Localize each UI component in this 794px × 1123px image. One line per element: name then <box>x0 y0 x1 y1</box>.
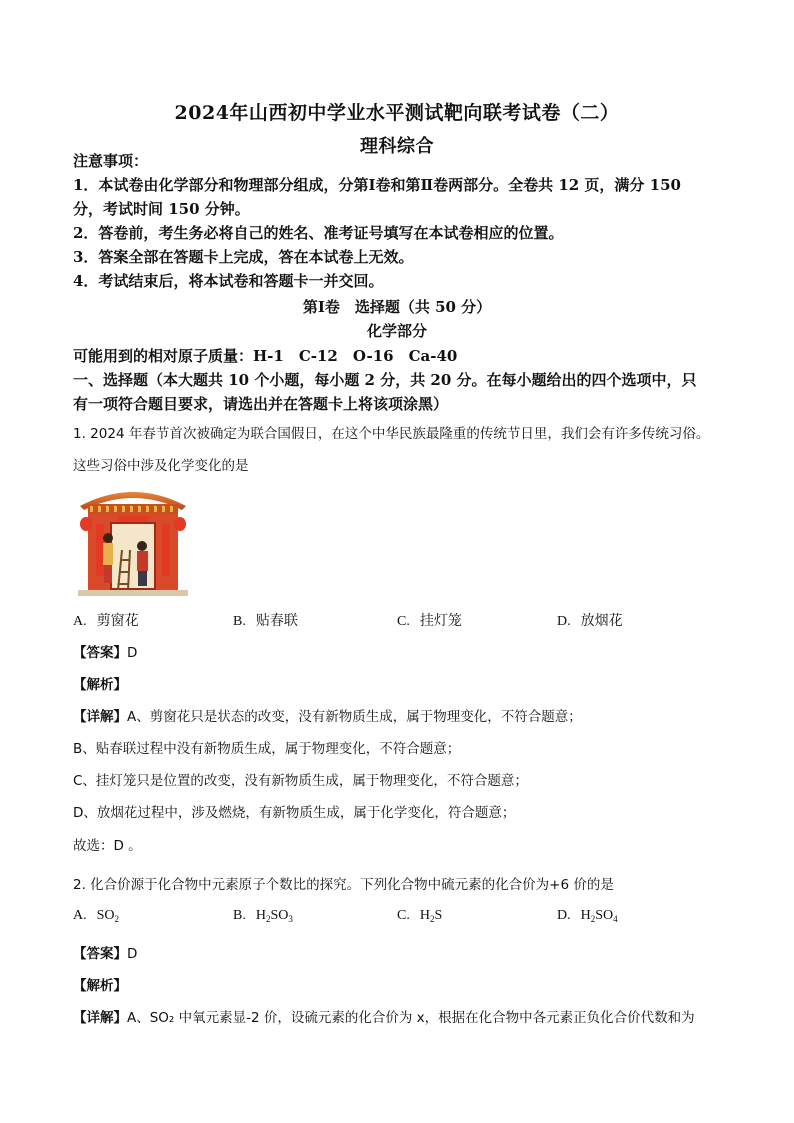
notice-item-3: 3．答案全部在答题卡上完成，答在本试卷上无效。 <box>73 248 414 266</box>
notice-item-1: 1．本试卷由化学部分和物理部分组成，分第Ⅰ卷和第Ⅱ卷两部分。全卷共 12 页，满分 150 <box>73 176 681 194</box>
q1-answer: 【答案】D <box>73 645 138 661</box>
q1-detail-d: D、放烟花过程中，涉及燃烧，有新物质生成，属于化学变化，符合题意； <box>73 805 516 821</box>
q1-option-b[interactable]: B. 贴春联 <box>233 613 298 629</box>
q2-analysis-label: 【解析】 <box>73 978 127 994</box>
q1-option-c[interactable]: C. 挂灯笼 <box>397 613 462 629</box>
q1-option-d[interactable]: D. 放烟花 <box>557 613 623 629</box>
subject-title: 化学部分 <box>366 322 427 340</box>
q1-analysis-label: 【解析】 <box>73 677 127 693</box>
q2-stem: 2. 化合价源于化合物中元素原子个数比的探究。下列化合物中硫元素的化合价为+6 价的是 <box>73 877 614 893</box>
q2-option-a[interactable]: A. $SO_2$ <box>73 908 120 924</box>
section-instructions-cont: 有一项符合题目要求，请选出并在答题卡上将该项涂黑） <box>73 395 449 413</box>
exam-subtitle: 理科综合 <box>360 136 434 157</box>
notice-heading: 注意事项： <box>73 152 149 170</box>
atomic-mass: 可能用到的相对原子质量：H-1 C-12 O-16 Ca-40 <box>73 347 458 365</box>
q1-option-a[interactable]: A. 剪窗花 <box>73 613 139 629</box>
notice-item-4: 4．考试结束后，将本试卷和答题卡一并交回。 <box>73 272 384 290</box>
q2-answer: 【答案】D <box>73 946 138 962</box>
spring-festival-illustration <box>78 480 188 600</box>
q2-option-b[interactable]: B. $H_2SO_3$ <box>233 908 293 924</box>
part-title: 第Ⅰ卷 选择题（共 50 分） <box>302 298 492 316</box>
q1-stem: 1. 2024 年春节首次被确定为联合国假日，在这个中华民族最隆重的传统节日里，我们会有许多传统习俗。 <box>73 426 710 442</box>
q1-detail-c: C、挂灯笼只是位置的改变，没有新物质生成，属于物理变化，不符合题意； <box>73 773 528 789</box>
q2-option-c[interactable]: C. $H_2S$ <box>397 908 443 924</box>
q1-detail-b: B、贴春联过程中没有新物质生成，属于物理变化，不符合题意； <box>73 741 461 757</box>
notice-item-1-cont: 分，考试时间 150 分钟。 <box>73 200 250 218</box>
notice-item-2: 2．答卷前，考生务必将自己的姓名、准考证号填写在本试卷相应的位置。 <box>73 224 564 242</box>
q1-stem-cont: 这些习俗中涉及化学变化的是 <box>73 458 249 474</box>
q1-conclusion: 故选：D 。 <box>73 838 142 854</box>
exam-title: 2024年山西初中学业水平测试靶向联考试卷（二） <box>174 102 620 124</box>
section-instructions: 一、选择题（本大题共 10 个小题，每小题 2 分，共 20 分。在每小题给出的四个选项中，只 <box>73 371 697 389</box>
q2-option-d[interactable]: D. $H_2SO_4$ <box>557 908 618 924</box>
q2-detail-a: 【详解】A、SO₂ 中氧元素显-2 价，设硫元素的化合价为 x，根据在化合物中各元素正负化合价代数和为 <box>73 1010 695 1026</box>
q1-detail-a: 【详解】A、剪窗花只是状态的改变，没有新物质生成，属于物理变化，不符合题意； <box>73 709 582 725</box>
